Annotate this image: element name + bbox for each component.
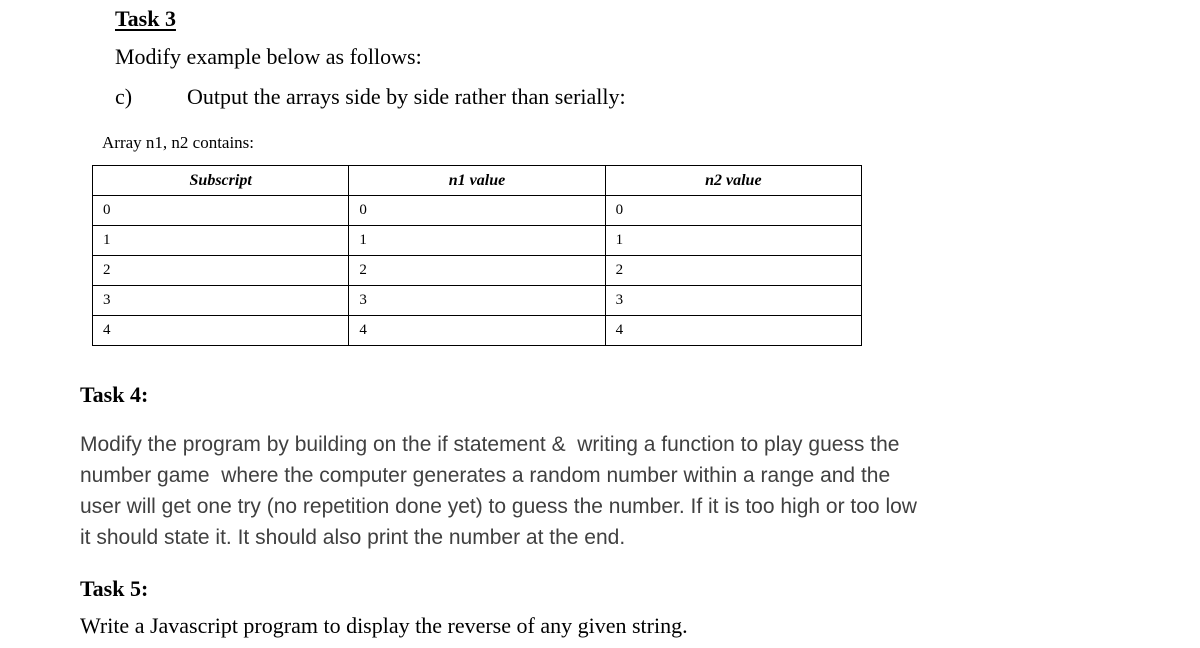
task3-intro: Modify example below as follows:: [115, 44, 422, 69]
task3-heading: Task 3: [115, 6, 176, 31]
table-row: [93, 316, 862, 346]
task4-body-line: it should state it. It should also print the number at the end.: [80, 526, 626, 549]
cell-n2-value: 0: [605, 196, 861, 226]
cell-subscript: 4: [93, 316, 349, 346]
header-n2-value: n2 value: [605, 166, 861, 196]
cell-subscript: 1: [93, 226, 349, 256]
task5-body: Write a Javascript program to display the reverse of any given string.: [80, 613, 688, 638]
array-table: [92, 165, 862, 346]
table-row: [93, 256, 862, 286]
cell-n1-value: 2: [349, 256, 605, 286]
cell-n2-value: 1: [605, 226, 861, 256]
header-subscript: Subscript: [93, 166, 349, 196]
task4-body-line: number game where the computer generates a random number within a range and the: [80, 464, 891, 487]
cell-n1-value: 0: [349, 196, 605, 226]
table-row: [93, 196, 862, 226]
cell-n1-value: 3: [349, 286, 605, 316]
header-n1-value: n1 value: [349, 166, 605, 196]
cell-n2-value: 3: [605, 286, 861, 316]
table-row: [93, 286, 862, 316]
table-row: [93, 226, 862, 256]
task4-body-line: Modify the program by building on the if statement & writing a function to play guess the: [80, 433, 900, 456]
cell-subscript: 2: [93, 256, 349, 286]
task4-body: [80, 429, 1020, 553]
cell-n1-value: 1: [349, 226, 605, 256]
cell-subscript: 0: [93, 196, 349, 226]
cell-n2-value: 2: [605, 256, 861, 286]
table-header-row: [93, 166, 862, 196]
array-caption: Array n1, n2 contains:: [102, 133, 255, 152]
cell-subscript: 3: [93, 286, 349, 316]
cell-n2-value: 4: [605, 316, 861, 346]
task4-body-line: user will get one try (no repetition done yet) to guess the number. If it is too high or too low: [80, 495, 917, 518]
task3-item-text: Output the arrays side by side rather than serially:: [187, 84, 626, 109]
cell-n1-value: 4: [349, 316, 605, 346]
task3-item-marker: c): [115, 84, 133, 109]
task5-heading: Task 5:: [80, 576, 149, 601]
task4-heading: Task 4:: [80, 382, 149, 407]
